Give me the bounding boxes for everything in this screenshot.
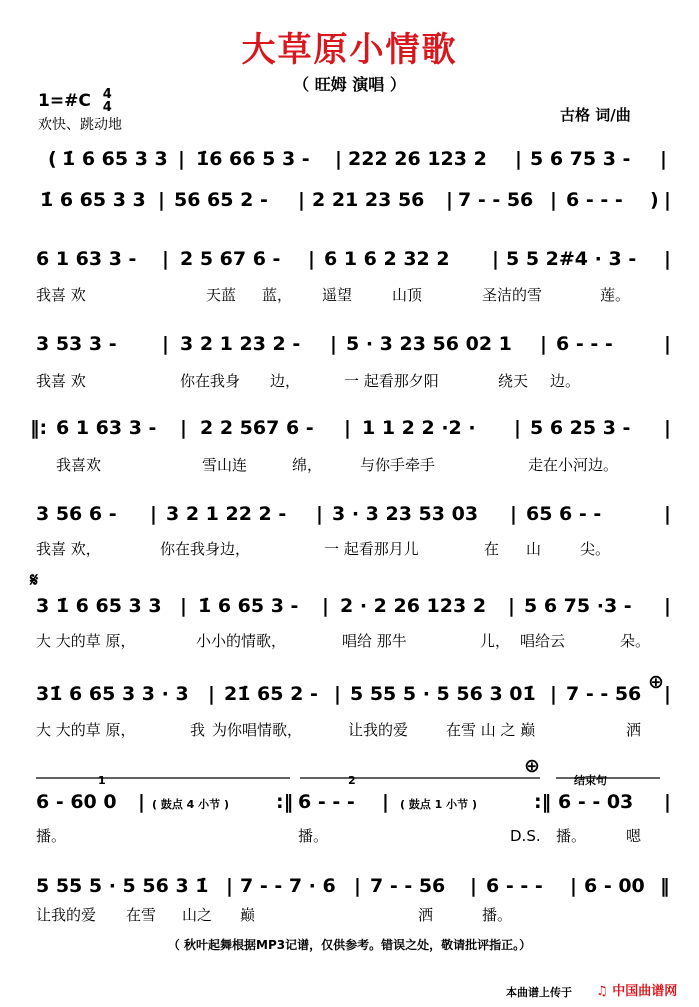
time-top: 4	[102, 87, 112, 102]
lyric: 播。	[482, 906, 513, 924]
lyric: 朵。	[620, 632, 651, 650]
lyric: 巅	[240, 906, 256, 924]
barline: |	[510, 503, 517, 525]
lyric: D.S.	[510, 827, 541, 845]
lyric: 我喜 欢，	[36, 540, 101, 558]
barline: |	[334, 683, 341, 705]
lyric: 你在我身边，	[160, 540, 251, 558]
barline: |	[540, 333, 547, 355]
barline: |	[330, 333, 337, 355]
lyric: 在雪 山 之 巅	[446, 721, 536, 739]
note-group: 3 56 6 -	[36, 503, 117, 525]
lyric: 边，	[270, 372, 301, 390]
barline: ‖:	[30, 417, 48, 439]
barline: |	[664, 417, 671, 439]
barline: |	[322, 595, 329, 617]
note-group: 6 - - 03	[558, 791, 634, 813]
rest-instruction: ( 鼓点 4 小节 )	[152, 798, 230, 811]
lyric: 为你唱情歌，	[212, 721, 303, 739]
barline: |	[515, 148, 522, 170]
ending-label: 结束句	[574, 774, 607, 787]
lyric: 莲。	[600, 286, 631, 304]
barline: :‖	[534, 791, 552, 813]
logo-icon: ♫	[596, 984, 608, 999]
lyric: 我喜 欢	[36, 372, 86, 390]
barline: |	[298, 189, 305, 211]
note-group: 6 1 63 3 -	[36, 248, 137, 270]
lyric: 雪山连	[202, 456, 248, 474]
transcription-note: （ 秋叶起舞根据MP3记谱，仅供参考。错误之处，敬请批评指正。）	[167, 938, 532, 952]
note-group: 1̇ 6 65 3 3	[62, 148, 168, 170]
barline: |	[550, 189, 557, 211]
note-group: 3 1̇ 6 65 3 3	[36, 595, 162, 617]
barline: |	[664, 248, 671, 270]
barline: |	[180, 595, 187, 617]
lyric: 播。	[556, 827, 587, 845]
barline: |	[226, 875, 233, 897]
barline: |	[180, 417, 187, 439]
note-group: 5 6 75 3 -	[530, 148, 631, 170]
key-label: 1=#C	[38, 91, 91, 111]
barline: |	[664, 189, 671, 211]
note-group: 1̇ 6 65 3 3	[40, 189, 146, 211]
lyric: 在雪	[126, 906, 157, 924]
lyric: 天蓝	[206, 286, 237, 304]
lyric: 一 起看那夕阳	[344, 372, 439, 390]
lyric: 播。	[36, 827, 67, 845]
note-group: 2 5 67 6 -	[180, 248, 281, 270]
note-group: 5 · 3 23 56 02 1	[346, 333, 512, 355]
lyric: 大 大的草 原，	[36, 721, 136, 739]
barline: |	[382, 791, 389, 813]
note-group: 56 65 2 -	[174, 189, 268, 211]
lyric: 洒	[418, 906, 434, 924]
barline: |	[354, 875, 361, 897]
lyric: 边。	[550, 372, 581, 390]
barline: |	[308, 248, 315, 270]
note-group: 1̇ 6 65 3 -	[198, 595, 299, 617]
note-group: 6 - - -	[486, 875, 543, 897]
barline: |	[162, 248, 169, 270]
lyric: 我喜欢	[56, 456, 102, 474]
lyricist-composer: 古格 词/曲	[560, 106, 631, 124]
note-group: 5 6 75 ·3 -	[524, 595, 632, 617]
barline: |	[492, 248, 499, 270]
lyric: 山	[526, 540, 542, 558]
note-group: 2 21 23 56	[312, 189, 425, 211]
note-group: 2 2 567 6 -	[200, 417, 314, 439]
lyric: 唱给云	[520, 632, 566, 650]
barline: |	[664, 503, 671, 525]
barline: |	[446, 189, 453, 211]
note-group: 6 1 6 2 32 2	[324, 248, 450, 270]
site-name: 中国曲谱网	[612, 984, 678, 999]
note-group: 7 - - 7 · 6	[240, 875, 336, 897]
note-group: 6 - 00	[584, 875, 645, 897]
lyric: 我喜 欢	[36, 286, 86, 304]
note-group: 31̇ 6 65 3 3 · 3	[36, 683, 189, 705]
lyric: 遥望	[322, 286, 353, 304]
lyric: 让我的爱	[348, 721, 409, 739]
volta-number: 2	[348, 774, 356, 787]
lyric: 唱给 那牛	[342, 632, 407, 650]
barline: :‖	[276, 791, 294, 813]
tempo-marking: 欢快、跳动地	[38, 117, 122, 133]
note-group: 6 1 63 3 -	[56, 417, 157, 439]
barline: )	[650, 189, 659, 211]
lyric: 播。	[298, 827, 329, 845]
note-group: 5 6 25 3 -	[530, 417, 631, 439]
lyric: 让我的爱	[36, 906, 97, 924]
note-group: 1̇6 66 5 3 -	[196, 148, 310, 170]
site-logo	[596, 980, 677, 999]
barline: |	[208, 683, 215, 705]
coda-icon: ⊕	[524, 755, 540, 777]
note-group: 2 · 2 26 123 2	[340, 595, 487, 617]
lyric: 圣洁的雪	[482, 286, 543, 304]
note-group: 5 55 5 · 5 56 3 1̇	[36, 875, 209, 897]
barline: |	[344, 417, 351, 439]
barline: |	[470, 875, 477, 897]
barline: |	[162, 333, 169, 355]
note-group: 222 26 123 2	[348, 148, 487, 170]
song-title: 大草原小情歌	[241, 30, 458, 70]
barline: |	[138, 791, 145, 813]
note-group: 3 2 1 22 2 -	[166, 503, 287, 525]
lyric: 你在我身	[180, 372, 241, 390]
barline: |	[508, 595, 515, 617]
note-group: 7 - - 56	[566, 683, 642, 705]
lyric: 绵，	[292, 456, 323, 474]
lyric: 洒	[626, 721, 642, 739]
barline: |	[178, 148, 185, 170]
note-group: 3 · 3 23 53 03	[332, 503, 479, 525]
note-group: 6 - - -	[566, 189, 623, 211]
barline: |	[664, 683, 671, 705]
lyric: 一 起看那月儿	[324, 540, 419, 558]
barline: |	[550, 683, 557, 705]
note-group: 3 53 3 -	[36, 333, 117, 355]
lyric: 小小的情歌，	[196, 632, 287, 650]
barline: ‖	[660, 875, 670, 897]
note-group: 5 5 2#4 · 3 -	[506, 248, 637, 270]
lyric: 嗯	[626, 827, 642, 845]
barline: |	[664, 333, 671, 355]
volta-number: 1	[98, 774, 106, 787]
barline: |	[660, 148, 667, 170]
barline: |	[335, 148, 342, 170]
note-group: 6 - 60 0	[36, 791, 117, 813]
performer-credit: （ 旺姆 演唱 ）	[293, 75, 406, 94]
note-group: 21̇ 65 2 -	[224, 683, 318, 705]
lyric: 儿，	[480, 632, 511, 650]
note-group: 5 55 5 · 5 56 3 01̇	[350, 683, 536, 705]
rest-instruction: ( 鼓点 1 小节 )	[400, 798, 478, 811]
time-bottom: 4	[102, 100, 112, 115]
barline: |	[316, 503, 323, 525]
note-group: 7 - - 56	[458, 189, 534, 211]
lyric: 走在小河边。	[528, 456, 619, 474]
note-group: 3 2 1 23 2 -	[180, 333, 301, 355]
coda-icon: ⊕	[648, 671, 664, 693]
lyric: 山之	[182, 906, 213, 924]
lyric: 绕天	[498, 372, 529, 390]
segno-icon: 𝄋	[30, 569, 39, 591]
note-group: 6 - - -	[298, 791, 355, 813]
lyric: 在	[484, 540, 500, 558]
note-group: 6 - - -	[556, 333, 613, 355]
lyric: 大 大的草 原，	[36, 632, 136, 650]
barline: |	[664, 595, 671, 617]
barline: |	[570, 875, 577, 897]
lyric: 山顶	[392, 286, 423, 304]
note-group: 65 6 - -	[526, 503, 602, 525]
barline: |	[514, 417, 521, 439]
note-group: 7 - - 56	[370, 875, 446, 897]
barline: |	[664, 791, 671, 813]
barline: |	[150, 503, 157, 525]
note-group: 1 1 2 2 ·2 ·	[362, 417, 476, 439]
lyric: 蓝，	[262, 286, 293, 304]
upload-note: 本曲谱上传于	[506, 986, 572, 999]
lyric: 尖。	[580, 540, 611, 558]
lyric: 与你手牵手	[360, 456, 436, 474]
lyric: 我	[190, 721, 206, 739]
barline: |	[158, 189, 165, 211]
barline: (	[48, 148, 57, 170]
